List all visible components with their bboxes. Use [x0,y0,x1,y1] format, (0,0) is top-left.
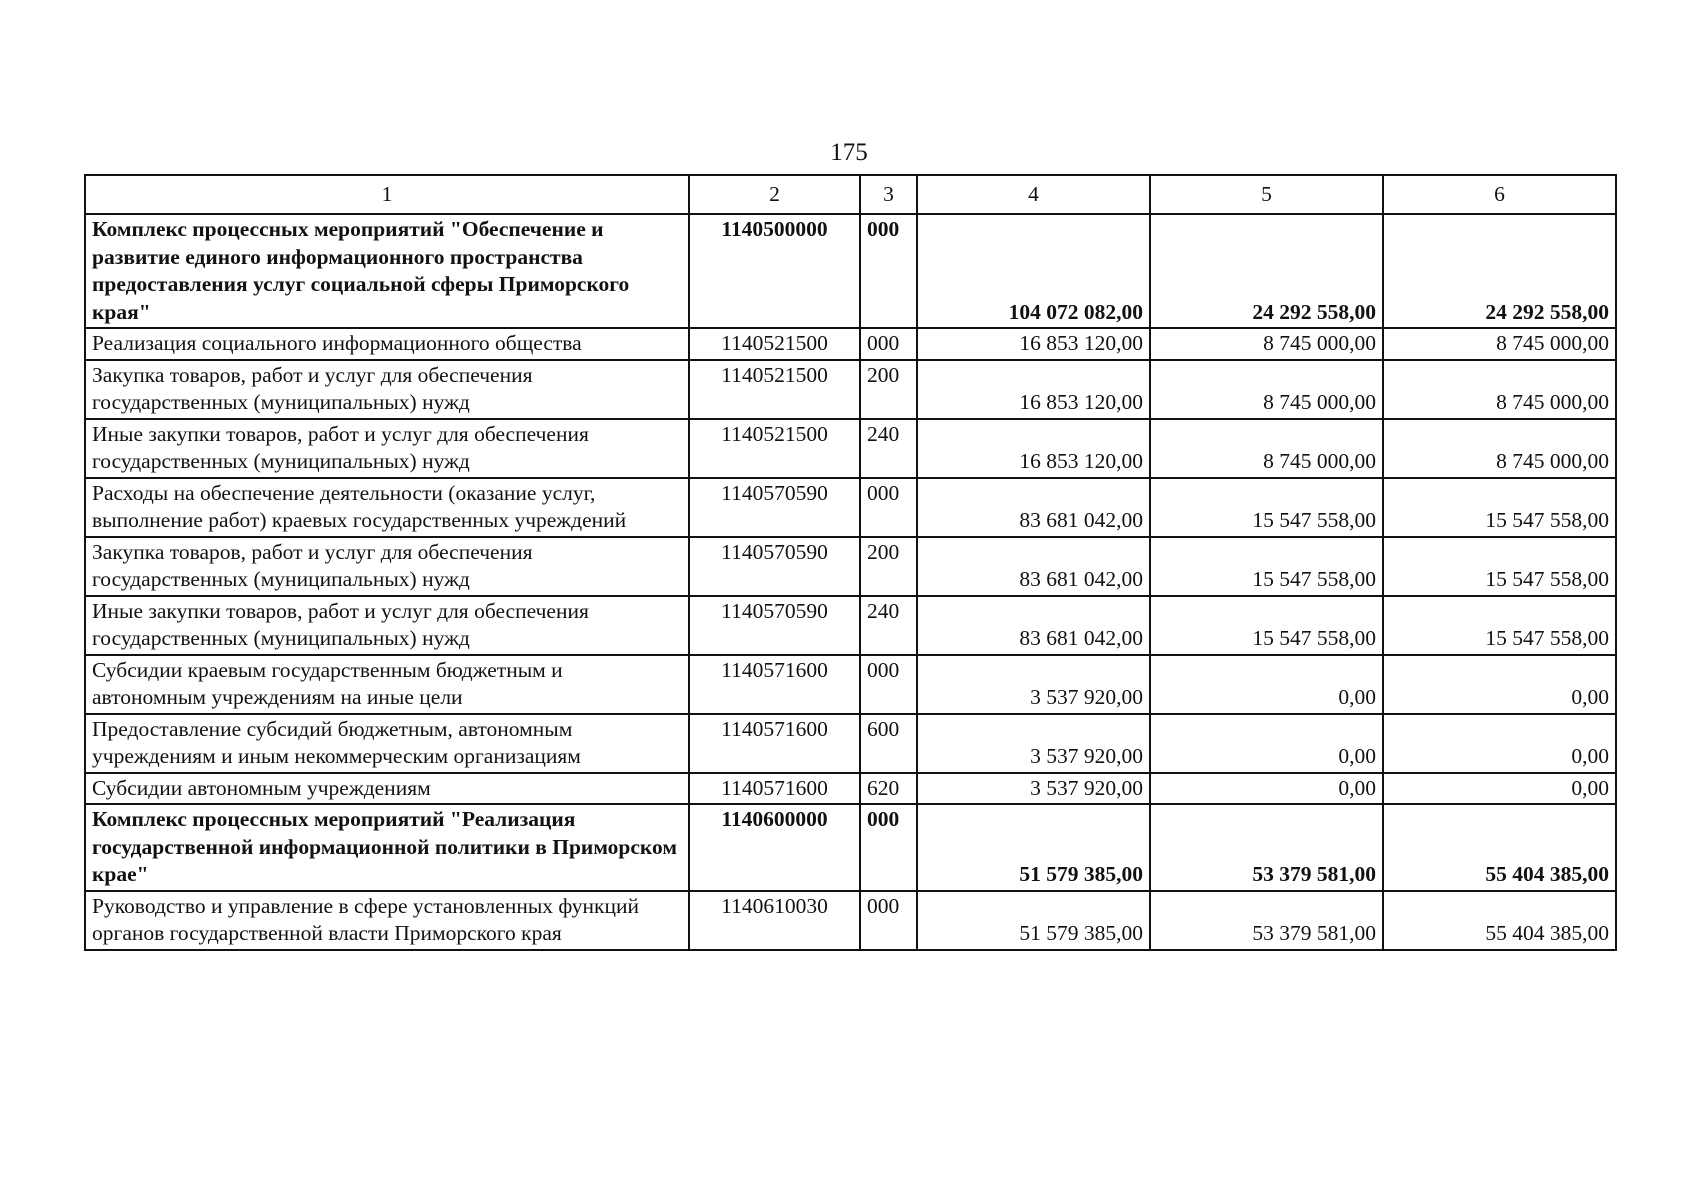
row-name-cell: Расходы на обеспечение деятельности (оказание услуг, выполнение работ) краевых государственных учреждений [85,478,689,537]
row-name-cell: Закупка товаров, работ и услуг для обеспечения государственных (муниципальных) нужд [85,360,689,419]
row-amount-col5-cell: 15 547 558,00 [1150,478,1383,537]
row-code-cell: 1140600000 [689,804,860,891]
row-amount-col4-cell: 3 537 920,00 [917,655,1150,714]
table-row [85,655,1616,714]
row-name-cell: Субсидии автономным учреждениям [85,773,689,805]
row-name-cell: Реализация социального информационного общества [85,328,689,360]
row-name-cell: Закупка товаров, работ и услуг для обеспечения государственных (муниципальных) нужд [85,537,689,596]
row-name-cell: Субсидии краевым государственным бюджетным и автономным учреждениям на иные цели [85,655,689,714]
row-name-cell: Комплекс процессных мероприятий "Обеспечение и развитие единого информационного пространства предоставления услуг социальной сферы Приморского края" [85,214,689,328]
table-row [85,596,1616,655]
row-amount-col6-cell: 55 404 385,00 [1383,804,1616,891]
row-amount-col6-cell: 55 404 385,00 [1383,891,1616,950]
row-amount-col5-cell: 0,00 [1150,655,1383,714]
row-amount-col6-cell: 8 745 000,00 [1383,419,1616,478]
row-amount-col4-cell: 51 579 385,00 [917,804,1150,891]
row-amount-col4-cell: 16 853 120,00 [917,419,1150,478]
row-amount-col5-cell: 15 547 558,00 [1150,537,1383,596]
row-amount-col6-cell: 24 292 558,00 [1383,214,1616,328]
row-name-cell: Предоставление субсидий бюджетным, автономным учреждениям и иным некоммерческим организациям [85,714,689,773]
row-kvr-cell: 000 [860,328,917,360]
row-name-cell: Комплекс процессных мероприятий "Реализация государственной информационной политики в Приморском крае" [85,804,689,891]
table-header-row [85,175,1616,214]
table-row [85,328,1616,360]
row-kvr-cell: 240 [860,596,917,655]
row-amount-col4-cell: 83 681 042,00 [917,478,1150,537]
row-kvr-cell: 620 [860,773,917,805]
row-amount-col6-cell: 15 547 558,00 [1383,478,1616,537]
row-amount-col5-cell: 0,00 [1150,773,1383,805]
row-amount-col5-cell: 0,00 [1150,714,1383,773]
row-amount-col4-cell: 83 681 042,00 [917,537,1150,596]
table-row [85,773,1616,805]
table-row [85,214,1616,328]
row-code-cell: 1140500000 [689,214,860,328]
header-col-2: 2 [689,175,860,214]
row-code-cell: 1140610030 [689,891,860,950]
row-kvr-cell: 000 [860,214,917,328]
row-amount-col6-cell: 0,00 [1383,773,1616,805]
row-amount-col4-cell: 3 537 920,00 [917,714,1150,773]
row-name-cell: Иные закупки товаров, работ и услуг для обеспечения государственных (муниципальных) нужд [85,596,689,655]
row-kvr-cell: 000 [860,655,917,714]
row-code-cell: 1140571600 [689,714,860,773]
row-kvr-cell: 000 [860,804,917,891]
table-row [85,804,1616,891]
header-col-6: 6 [1383,175,1616,214]
row-amount-col4-cell: 51 579 385,00 [917,891,1150,950]
row-amount-col6-cell: 0,00 [1383,714,1616,773]
row-amount-col5-cell: 15 547 558,00 [1150,596,1383,655]
row-name-cell: Руководство и управление в сфере установленных функций органов государственной власти Приморского края [85,891,689,950]
row-amount-col4-cell: 3 537 920,00 [917,773,1150,805]
budget-table [84,174,1617,951]
table-body [85,214,1616,950]
row-code-cell: 1140571600 [689,655,860,714]
table-row [85,891,1616,950]
row-kvr-cell: 000 [860,891,917,950]
header-col-4: 4 [917,175,1150,214]
row-code-cell: 1140570590 [689,478,860,537]
row-amount-col4-cell: 16 853 120,00 [917,360,1150,419]
table-row [85,419,1616,478]
row-amount-col5-cell: 8 745 000,00 [1150,328,1383,360]
table-row [85,478,1616,537]
row-amount-col5-cell: 8 745 000,00 [1150,360,1383,419]
row-kvr-cell: 200 [860,360,917,419]
row-kvr-cell: 600 [860,714,917,773]
row-kvr-cell: 000 [860,478,917,537]
row-amount-col6-cell: 0,00 [1383,655,1616,714]
page-number: 175 [830,139,868,166]
row-amount-col6-cell: 8 745 000,00 [1383,360,1616,419]
row-amount-col5-cell: 53 379 581,00 [1150,891,1383,950]
row-amount-col5-cell: 24 292 558,00 [1150,214,1383,328]
table-row [85,714,1616,773]
row-code-cell: 1140521500 [689,419,860,478]
row-amount-col6-cell: 8 745 000,00 [1383,328,1616,360]
row-amount-col4-cell: 83 681 042,00 [917,596,1150,655]
header-col-5: 5 [1150,175,1383,214]
row-code-cell: 1140570590 [689,596,860,655]
header-col-1: 1 [85,175,689,214]
row-amount-col5-cell: 8 745 000,00 [1150,419,1383,478]
header-col-3: 3 [860,175,917,214]
row-amount-col4-cell: 104 072 082,00 [917,214,1150,328]
row-kvr-cell: 240 [860,419,917,478]
row-amount-col5-cell: 53 379 581,00 [1150,804,1383,891]
row-code-cell: 1140570590 [689,537,860,596]
row-amount-col4-cell: 16 853 120,00 [917,328,1150,360]
row-code-cell: 1140521500 [689,328,860,360]
row-kvr-cell: 200 [860,537,917,596]
row-code-cell: 1140521500 [689,360,860,419]
row-name-cell: Иные закупки товаров, работ и услуг для обеспечения государственных (муниципальных) нужд [85,419,689,478]
row-amount-col6-cell: 15 547 558,00 [1383,537,1616,596]
table-row [85,537,1616,596]
row-code-cell: 1140571600 [689,773,860,805]
row-amount-col6-cell: 15 547 558,00 [1383,596,1616,655]
table-row [85,360,1616,419]
